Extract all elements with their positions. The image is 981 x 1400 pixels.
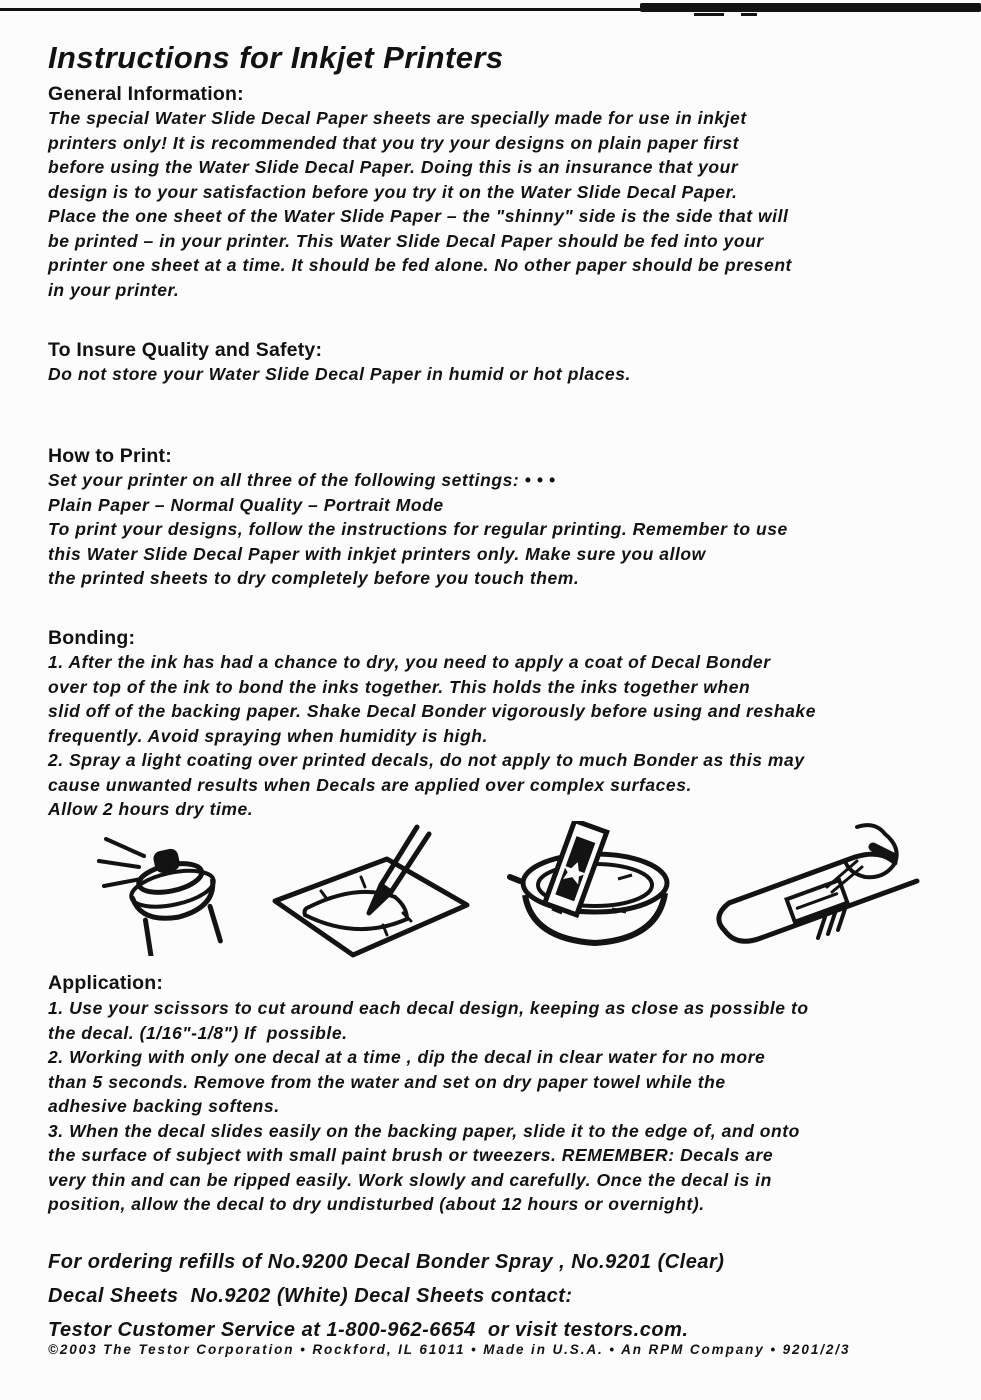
section-heading-general-information: General Information:	[48, 83, 244, 105]
text-line: 3. When the decal slides easily on the backing paper, slide it to the edge of, and onto	[48, 1120, 800, 1141]
text-line: slid off of the backing paper. Shake Decal Bonder vigorously before using and reshake	[48, 701, 817, 721]
text-line: in your printer.	[48, 279, 180, 300]
spray-can-icon	[92, 826, 242, 956]
text-line: printers only! It is recommended that you try your designs on plain paper first	[48, 132, 740, 153]
text-line: 1. After the ink has had a chance to dry, you need to apply a coat of Decal Bonder	[48, 652, 771, 672]
text-line: Place the one sheet of the Water Slide Paper – the "shinny" side is the side that will	[48, 206, 789, 226]
text-line: this Water Slide Decal Paper with inkjet printers only. Make sure you allow	[48, 543, 706, 564]
text-line: 1. Use your scissors to cut around each decal design, keeping as close as possible to	[48, 998, 809, 1018]
copyright-footer	[48, 1341, 953, 1359]
paint-brush-on-decal-icon	[265, 821, 477, 961]
text-line: than 5 seconds. Remove from the water and set on dry paper towel while the	[48, 1071, 726, 1092]
text-line: frequently. Avoid spraying when humidity is high.	[48, 725, 488, 746]
text-line: be printed – in your printer. This Water Slide Decal Paper should be fed into your	[48, 230, 764, 251]
paragraph-bonding	[48, 650, 953, 822]
text-line: 2. Working with only one decal at a time , dip the decal in clear water for no more	[48, 1047, 766, 1067]
text-line: over top of the ink to bond the inks together. This holds the inks together when	[48, 676, 751, 697]
section-heading-how-to-print: How to Print:	[48, 445, 172, 467]
text-line: 2. Spray a light coating over printed decals, do not apply to much Bonder as this may	[48, 750, 805, 770]
text-line: position, allow the decal to dry undisturbed (about 12 hours or overnight).	[48, 1194, 705, 1214]
text-line: the printed sheets to dry completely before you touch them.	[48, 568, 580, 588]
text-line: Plain Paper – Normal Quality – Portrait Mode	[48, 494, 444, 515]
section-heading-application: Application:	[48, 972, 164, 994]
scan-artifact-dash	[741, 13, 757, 16]
text-line: before using the Water Slide Decal Paper. Doing this is an insurance that your	[48, 157, 739, 177]
scan-artifact-top-bar	[640, 3, 981, 12]
paragraph-how-to-print	[48, 468, 953, 591]
text-line: design is to your satisfaction before you try it on the Water Slide Decal Paper.	[48, 181, 738, 202]
text-line: Set your printer on all three of the following settings: • • •	[48, 470, 556, 490]
text-line: The special Water Slide Decal Paper sheets are specially made for use in inkjet	[48, 108, 747, 128]
decal-in-water-bowl-icon	[500, 821, 682, 961]
text-line: Testor Customer Service at 1-800-962-6654 or visit testors.com.	[48, 1319, 689, 1341]
text-line: the decal. (1/16"-1/8") If possible.	[48, 1022, 348, 1043]
text-line: printer one sheet at a time. It should be fed alone. No other paper should be present	[48, 255, 792, 275]
section-heading-bonding: Bonding:	[48, 627, 136, 649]
paragraph-ordering-contact	[48, 1245, 953, 1347]
scan-artifact-dash	[694, 13, 724, 16]
text-line: very thin and can be ripped easily. Work slowly and carefully. Once the decal is in	[48, 1169, 772, 1190]
text-line: Allow 2 hours dry time.	[48, 799, 254, 819]
illustration-row	[92, 820, 937, 962]
page-title: Instructions for Inkjet Printers	[48, 40, 504, 75]
paragraph-application	[48, 996, 953, 1217]
text-line: To print your designs, follow the instructions for regular printing. Remember to use	[48, 519, 788, 539]
text-line: Decal Sheets No.9202 (White) Decal Sheets contact:	[48, 1285, 573, 1307]
text-line: For ordering refills of No.9200 Decal Bonder Spray , No.9201 (Clear)	[48, 1251, 725, 1273]
text-line: Do not store your Water Slide Decal Paper in humid or hot places.	[48, 364, 631, 384]
copyright-text: ©2003 The Testor Corporation • Rockford, IL 61011 • Made in U.S.A. • An RPM Company • 9201/2/3	[48, 1342, 851, 1357]
text-line: cause unwanted results when Decals are applied over complex surfaces.	[48, 774, 692, 795]
text-line: the surface of subject with small paint brush or tweezers. REMEMBER: Decals are	[48, 1145, 774, 1165]
section-heading-quality-safety: To Insure Quality and Safety:	[48, 339, 323, 361]
text-line: adhesive backing softens.	[48, 1096, 280, 1116]
paragraph-quality-safety	[48, 362, 953, 387]
tweezers-applying-decal-icon	[705, 821, 937, 961]
paragraph-general-information	[48, 106, 953, 302]
